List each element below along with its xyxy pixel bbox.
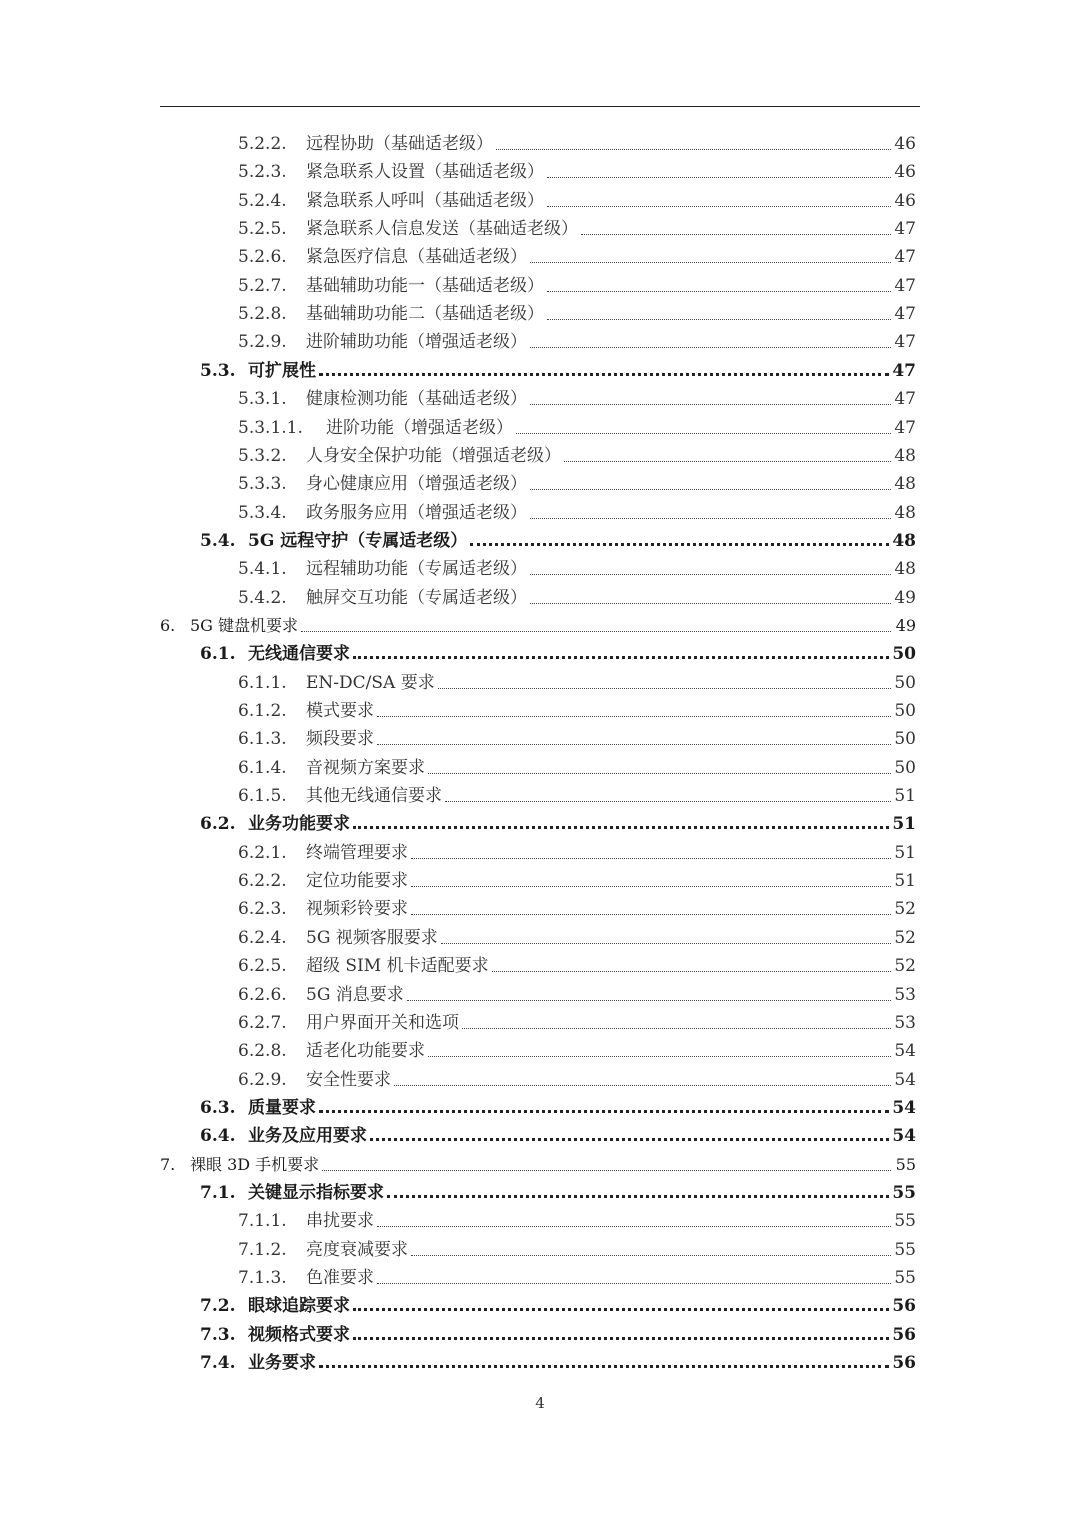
toc-entry-page: 54	[892, 1097, 916, 1118]
toc-entry-title: 5G 远程守护（专属适老级）	[248, 530, 468, 551]
toc-entry-title: 亮度衰减要求	[306, 1239, 408, 1260]
toc-entry-number: 6.2.	[200, 814, 236, 835]
toc-leader-dots	[353, 1300, 889, 1311]
toc-entry-page: 48	[894, 445, 916, 466]
toc-entry-page: 48	[894, 474, 916, 495]
toc-entry-title: 用户界面开关和选项	[306, 1012, 459, 1033]
toc-entry-title: 眼球追踪要求	[248, 1296, 350, 1317]
toc-entry[interactable]	[238, 584, 916, 612]
toc-entry-title: 裸眼 3D 手机要求	[190, 1154, 320, 1174]
toc-entry-page: 47	[894, 219, 916, 240]
toc-entry-number: 5.3.2.	[238, 445, 287, 466]
toc-entry-title: 串扰要求	[306, 1211, 374, 1232]
toc-entry-page: 54	[894, 1069, 916, 1090]
toc-leader-dots	[492, 961, 891, 972]
toc-entry-number: 6.3.	[200, 1097, 236, 1118]
toc-entry-number: 5.3.	[200, 360, 236, 381]
toc-leader-dots	[377, 734, 891, 745]
toc-entry[interactable]	[200, 1122, 916, 1150]
toc-entry-page: 52	[894, 899, 916, 920]
toc-leader-dots	[441, 933, 891, 944]
toc-entry[interactable]	[238, 272, 916, 300]
toc-entry-page: 48	[892, 530, 916, 551]
toc-entry-number: 7.3.	[200, 1324, 236, 1345]
toc-entry-title: 定位功能要求	[306, 871, 408, 892]
toc-leader-dots	[370, 1130, 889, 1141]
toc-entry-number: 6.2.2.	[238, 871, 287, 892]
toc-entry-title: EN-DC/SA 要求	[306, 672, 435, 693]
toc-entry[interactable]	[238, 499, 916, 527]
toc-entry-page: 56	[892, 1324, 916, 1345]
toc-entry-title: 紧急联系人呼叫（基础适老级）	[306, 190, 544, 211]
toc-entry-title: 政务服务应用（增强适老级）	[306, 502, 527, 523]
toc-entry-number: 6.1.1.	[238, 672, 287, 693]
toc-entry-title: 5G 键盘机要求	[190, 615, 299, 635]
toc-entry[interactable]	[238, 442, 916, 470]
toc-entry[interactable]	[238, 1037, 916, 1065]
toc-entry-title: 5G 消息要求	[306, 984, 404, 1005]
toc-leader-dots	[438, 678, 891, 689]
toc-leader-dots	[353, 1329, 889, 1340]
toc-entry[interactable]	[238, 754, 916, 782]
toc-entry-page: 50	[892, 644, 916, 665]
toc-entry[interactable]	[238, 555, 916, 583]
toc-leader-dots	[394, 1075, 891, 1086]
toc-entry-title: 业务及应用要求	[248, 1126, 367, 1147]
toc-entry-title: 频段要求	[306, 729, 374, 750]
toc-entry-title: 进阶辅助功能（增强适老级）	[306, 332, 527, 353]
toc-leader-dots	[411, 904, 891, 915]
toc-entry-page: 56	[892, 1296, 916, 1317]
toc-entry[interactable]	[238, 782, 916, 810]
toc-entry-number: 5.2.3.	[238, 162, 287, 183]
toc-entry[interactable]	[238, 952, 916, 980]
toc-entry-title: 适老化功能要求	[306, 1041, 425, 1062]
toc-entry[interactable]	[200, 1321, 916, 1349]
toc-leader-dots	[581, 224, 891, 235]
toc-leader-dots	[319, 1357, 889, 1368]
toc-entry-title: 关键显示指标要求	[248, 1182, 384, 1203]
toc-leader-dots	[547, 167, 891, 178]
toc-entry[interactable]	[238, 981, 916, 1009]
toc-entry-page: 56	[892, 1353, 916, 1374]
toc-leader-dots	[322, 1160, 891, 1171]
toc-leader-dots	[530, 479, 891, 490]
toc-entry-page: 46	[894, 190, 916, 211]
toc-entry-number: 5.2.4.	[238, 190, 287, 211]
toc-entry-number: 5.2.8.	[238, 304, 287, 325]
toc-entry-number: 5.2.2.	[238, 134, 287, 154]
toc-leader-dots	[530, 593, 891, 604]
toc-entry-number: 6.4.	[200, 1126, 236, 1147]
toc-entry-title: 紧急医疗信息（基础适老级）	[306, 247, 527, 268]
toc-entry-number: 6.	[160, 615, 176, 635]
toc-entry-title: 健康检测功能（基础适老级）	[306, 389, 527, 410]
toc-leader-dots	[428, 1046, 891, 1057]
toc-entry-page: 48	[894, 502, 916, 523]
toc-entry-title: 基础辅助功能二（基础适老级）	[306, 304, 544, 325]
toc-entry-title: 终端管理要求	[306, 842, 408, 863]
toc-entry[interactable]	[238, 924, 916, 952]
toc-entry[interactable]	[200, 810, 916, 838]
toc-entry-title: 进阶功能（增强适老级）	[326, 417, 513, 438]
toc-entry-page: 53	[894, 984, 916, 1005]
toc-entry-number: 7.1.1.	[238, 1211, 287, 1232]
toc-entry[interactable]	[200, 1094, 916, 1122]
toc-entry[interactable]	[238, 1236, 916, 1264]
toc-leader-dots	[547, 309, 891, 320]
toc-leader-dots	[428, 763, 891, 774]
toc-entry-number: 6.2.9.	[238, 1069, 287, 1090]
page-number: 4	[535, 1394, 545, 1412]
toc-entry-page: 51	[894, 842, 916, 863]
toc-entry-page: 47	[892, 360, 916, 381]
toc-entry[interactable]	[238, 895, 916, 923]
toc-entry-title: 5G 视频客服要求	[306, 927, 438, 948]
toc-leader-dots	[496, 139, 891, 150]
toc-leader-dots	[470, 535, 889, 546]
toc-entry[interactable]	[238, 1066, 916, 1094]
toc-entry[interactable]	[200, 1179, 916, 1207]
toc-entry-number: 6.2.4.	[238, 927, 287, 948]
toc-entry[interactable]	[238, 385, 916, 413]
toc-entry-number: 5.3.4.	[238, 502, 287, 523]
toc-entry-number: 6.1.4.	[238, 757, 287, 778]
toc-entry[interactable]	[238, 697, 916, 725]
toc-entry-number: 7.	[160, 1154, 176, 1174]
toc-leader-dots	[564, 451, 891, 462]
toc-entry[interactable]	[238, 1009, 916, 1037]
toc-entry-page: 48	[894, 559, 916, 580]
toc-entry-page: 50	[894, 757, 916, 778]
toc-leader-dots	[530, 337, 891, 348]
toc-entry[interactable]	[238, 130, 916, 158]
toc-entry[interactable]	[238, 839, 916, 867]
toc-leader-dots	[319, 365, 889, 376]
toc-entry-title: 质量要求	[248, 1097, 316, 1118]
toc-entry-number: 7.1.2.	[238, 1239, 287, 1260]
toc-leader-dots	[462, 1018, 891, 1029]
toc-entry[interactable]	[238, 470, 916, 498]
toc-entry-title: 紧急联系人信息发送（基础适老级）	[306, 219, 578, 240]
toc-leader-dots	[530, 564, 891, 575]
toc-entry-number: 7.2.	[200, 1296, 236, 1317]
toc-entry-title: 模式要求	[306, 701, 374, 721]
toc-entry-page: 55	[894, 1239, 916, 1260]
toc-entry-page: 51	[894, 871, 916, 892]
toc-leader-dots	[407, 990, 891, 1001]
toc-entry-number: 5.3.1.1.	[238, 417, 303, 438]
toc-entry-title: 身心健康应用（增强适老级）	[306, 474, 527, 495]
toc-entry-page: 47	[894, 332, 916, 353]
toc-entry-title: 其他无线通信要求	[306, 786, 442, 807]
toc-leader-dots	[377, 1216, 891, 1227]
toc-entry-title: 音视频方案要求	[306, 757, 425, 778]
toc-entry-title: 业务功能要求	[248, 814, 350, 835]
toc-entry-title: 基础辅助功能一（基础适老级）	[306, 275, 544, 296]
toc-leader-dots	[319, 1102, 889, 1113]
toc-entry-number: 7.1.3.	[238, 1268, 287, 1288]
toc-entry-title: 无线通信要求	[248, 644, 350, 665]
toc-leader-dots	[411, 1245, 891, 1256]
toc-entry[interactable]	[238, 158, 916, 186]
toc-entry-title: 可扩展性	[248, 360, 316, 381]
toc-leader-dots	[301, 621, 891, 632]
toc-entry[interactable]	[200, 1349, 916, 1377]
toc-entry-page: 51	[892, 814, 916, 835]
toc-entry-number: 5.4.2.	[238, 587, 287, 608]
toc-entry-number: 5.4.	[200, 530, 236, 551]
toc-entry-page: 52	[894, 927, 916, 948]
toc-entry-number: 6.1.	[200, 644, 236, 665]
toc-entry-number: 6.2.6.	[238, 984, 287, 1005]
toc-entry[interactable]	[238, 669, 916, 697]
toc-leader-dots	[530, 508, 891, 519]
toc-entry-page: 49	[895, 615, 916, 635]
toc-entry-page: 54	[894, 1041, 916, 1062]
toc-leader-dots	[411, 876, 891, 887]
toc-entry-number: 7.1.	[200, 1182, 236, 1203]
toc-leader-dots	[411, 848, 891, 859]
toc-entry-page: 47	[894, 275, 916, 296]
toc-leader-dots	[547, 196, 891, 207]
toc-entry-page: 55	[895, 1154, 916, 1174]
toc-entry[interactable]	[160, 612, 916, 640]
toc-entry[interactable]	[238, 187, 916, 215]
toc-entry-title: 紧急联系人设置（基础适老级）	[306, 162, 544, 183]
toc-leader-dots	[353, 648, 889, 659]
toc-entry-page: 53	[894, 1012, 916, 1033]
toc-entry[interactable]	[238, 1207, 916, 1235]
toc-entry[interactable]	[200, 640, 916, 668]
toc-entry-page: 55	[894, 1211, 916, 1232]
toc-entry-number: 6.1.2.	[238, 701, 287, 721]
toc-entry-title: 远程协助（基础适老级）	[306, 134, 493, 154]
toc-entry-number: 5.2.7.	[238, 275, 287, 296]
toc-entry-title: 人身安全保护功能（增强适老级）	[306, 445, 561, 466]
toc-entry-number: 5.2.9.	[238, 332, 287, 353]
toc-leader-dots	[530, 394, 891, 405]
toc-entry-number: 6.2.7.	[238, 1012, 287, 1033]
toc-entry-number: 7.4.	[200, 1353, 236, 1374]
toc-entry-page: 50	[894, 729, 916, 750]
toc-leader-dots	[530, 252, 891, 263]
toc-leader-dots	[353, 818, 889, 829]
toc-entry-page: 47	[894, 304, 916, 325]
toc-leader-dots	[377, 1273, 891, 1284]
toc-entry-title: 安全性要求	[306, 1069, 391, 1090]
toc-entry-page: 49	[894, 587, 916, 608]
toc-entry-page: 47	[894, 389, 916, 410]
toc-entry-page: 50	[894, 701, 916, 721]
toc-entry-number: 6.1.3.	[238, 729, 287, 750]
toc-entry-title: 超级 SIM 机卡适配要求	[306, 956, 489, 977]
toc-entry-page: 51	[894, 786, 916, 807]
toc-entry-title: 视频格式要求	[248, 1324, 350, 1345]
toc-entry-title: 视频彩铃要求	[306, 899, 408, 920]
toc-entry-page: 55	[892, 1182, 916, 1203]
toc-leader-dots	[445, 791, 891, 802]
toc-entry[interactable]	[238, 1264, 916, 1292]
toc-entry[interactable]	[238, 414, 916, 442]
toc-entry-number: 6.2.5.	[238, 956, 287, 977]
toc-entry-number: 5.2.5.	[238, 219, 287, 240]
toc-entry-number: 6.1.5.	[238, 786, 287, 807]
toc-entry[interactable]	[238, 300, 916, 328]
toc-entry-page: 52	[894, 956, 916, 977]
toc-entry-title: 远程辅助功能（专属适老级）	[306, 559, 527, 580]
toc-leader-dots	[387, 1187, 889, 1198]
toc-entry[interactable]	[238, 725, 916, 753]
toc-entry[interactable]	[160, 1151, 916, 1179]
toc-entry[interactable]	[238, 328, 916, 356]
toc-leader-dots	[377, 706, 891, 717]
toc-entry-page: 54	[892, 1126, 916, 1147]
toc-entry[interactable]	[238, 243, 916, 271]
toc-entry-number: 6.2.1.	[238, 842, 287, 863]
toc-leader-dots	[516, 423, 891, 434]
toc-entry-page: 55	[894, 1268, 916, 1288]
toc-entry-title: 触屏交互功能（专属适老级）	[306, 587, 527, 608]
toc-entry-number: 5.3.3.	[238, 474, 287, 495]
toc-entry[interactable]	[238, 867, 916, 895]
toc-entry-page: 47	[894, 417, 916, 438]
toc-entry-title: 业务要求	[248, 1353, 316, 1374]
toc-entry-page: 50	[894, 672, 916, 693]
toc-entry-number: 5.2.6.	[238, 247, 287, 268]
toc-entry[interactable]	[200, 527, 916, 555]
toc-entry-title: 色准要求	[306, 1268, 374, 1288]
toc-leader-dots	[547, 281, 891, 292]
toc-entry-page: 46	[894, 134, 916, 154]
toc-entry-number: 6.2.8.	[238, 1041, 287, 1062]
toc-entry-page: 47	[894, 247, 916, 268]
toc-entry[interactable]	[200, 357, 916, 385]
toc-entry-page: 46	[894, 162, 916, 183]
toc-entry-number: 5.4.1.	[238, 559, 287, 580]
toc-entry[interactable]	[200, 1292, 916, 1320]
toc-entry-number: 5.3.1.	[238, 389, 287, 410]
header-rule	[160, 106, 920, 107]
toc-entry[interactable]	[238, 215, 916, 243]
toc-entry-number: 6.2.3.	[238, 899, 287, 920]
